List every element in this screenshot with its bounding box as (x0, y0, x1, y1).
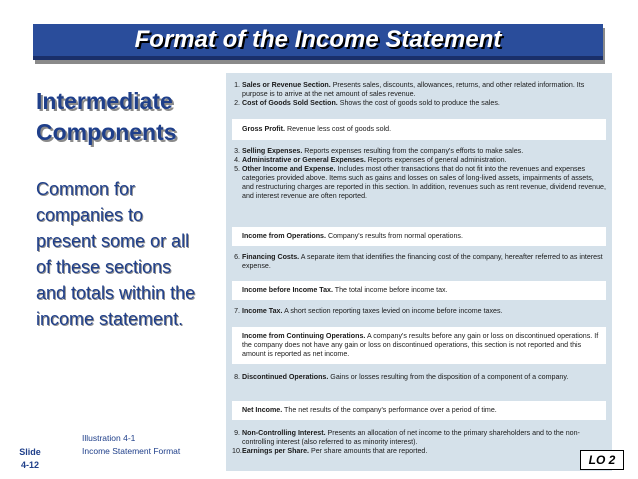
body-line: companies to (36, 205, 144, 225)
caption-line: Income Statement Format (82, 446, 181, 456)
list-item: Gross Profit. Revenue less cost of goods sold. (242, 125, 392, 133)
learning-objective-badge: LO 2 (580, 450, 624, 470)
body-line: Common for (36, 179, 136, 199)
list-item: 4. Administrative or General Expenses. Reports expenses of general administration. (234, 156, 507, 164)
income-statement-format-panel (226, 73, 612, 471)
list-item: 7. Income Tax. A short section reporting taxes levied on income before income taxes. (234, 307, 503, 315)
list-item: 9. Non-Controlling Interest. Presents an allocation of net income to the primary shareholders and to the non-controlling interest (also referred to as minority interest). (234, 429, 580, 446)
heading-line: Intermediate (36, 88, 173, 114)
list-item: 6. Financing Costs. A separate item that identifies the financing cost of the company, hereafter referred to as interest expense. (234, 253, 603, 270)
body-line: present some or all (36, 231, 190, 251)
panel-section (232, 147, 606, 201)
panel-section (232, 373, 606, 382)
list-item: 3. Selling Expenses. Reports expenses resulting from the company's efforts to make sales. (234, 147, 524, 155)
list-item: Net Income. The net results of the company's performance over a period of time. (242, 406, 497, 414)
caption-line: Illustration 4-1 (82, 433, 136, 443)
list-item: 5. Other Income and Expense. Includes most other transactions that do not fit into the revenues and expenses categories provided above. Items such as gains and losses on sales of long-lived assets, impairments of assets, and restructuring charges are reported in this section. In addition, revenues such as rent revenue, dividend revenue, and interest revenue are often reported. (234, 165, 606, 200)
panel-subtotal (232, 401, 606, 420)
list-item: 10. Earnings per Share. Per share amounts that are reported. (232, 447, 428, 455)
list-item: Income before Income Tax. The total income before income tax. (242, 286, 448, 294)
panel-section (232, 429, 606, 456)
illustration-caption (82, 432, 222, 458)
panel-section (232, 307, 606, 316)
body-paragraph (36, 176, 236, 332)
body-line: of these sections (36, 257, 172, 277)
list-item: 2. Cost of Goods Sold Section. Shows the cost of goods sold to produce the sales. (234, 99, 500, 107)
body-line: and totals within the (36, 283, 196, 303)
slide-title: Format of the Income Statement (134, 26, 502, 53)
list-item: Income from Operations. Company's results from normal operations. (242, 232, 463, 240)
panel-subtotal (232, 327, 606, 364)
section-heading (36, 86, 226, 148)
list-item: Income from Continuing Operations. A company's results before any gain or loss on discontinued operations. If the company does not have any gain or loss on discontinued operations, this section is not reported and this amount is reported as net income. (242, 332, 599, 358)
panel-section (232, 253, 606, 271)
slide-number (12, 446, 48, 472)
slide-number-line: 4-12 (20, 460, 39, 470)
panel-subtotal (232, 227, 606, 246)
panel-subtotal (232, 281, 606, 300)
panel-subtotal (232, 119, 606, 140)
slide-number-line: Slide (19, 447, 41, 457)
heading-line: Components (36, 119, 177, 145)
body-line: income statement. (36, 309, 184, 329)
list-item: 1. Sales or Revenue Section. Presents sales, discounts, allowances, returns, and other related information. Its purpose is to arrive at the net amount of sales revenue. (234, 81, 585, 98)
list-item: 8. Discontinued Operations. Gains or losses resulting from the disposition of a component of a company. (234, 373, 569, 381)
panel-section (232, 81, 606, 108)
title-banner (33, 24, 603, 60)
